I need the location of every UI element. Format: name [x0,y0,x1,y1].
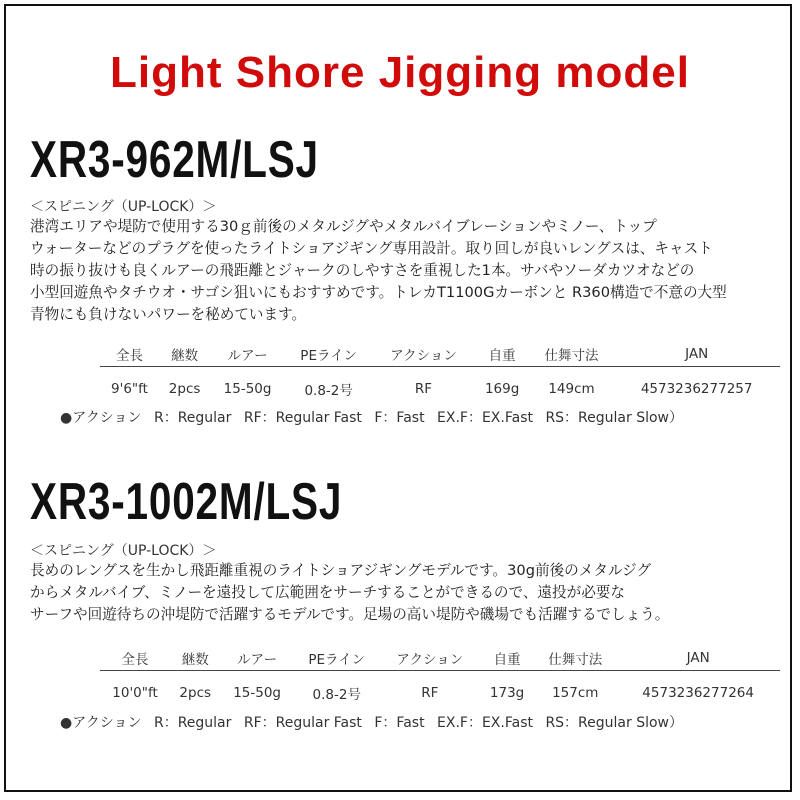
spec-header-lure: ルアー [210,340,285,367]
banner-title: Light Shore Jigging model [110,48,690,97]
spec-header-row [100,340,780,367]
spec-value-closed-length: 157cm [552,685,599,701]
spec-header-row [100,644,780,671]
action-legend-exf: EX.F：EX.Fast [437,410,533,426]
spec-header-pe-line: PEライン [294,644,380,671]
spec-value-pe-line: 0.8-2号 [304,383,353,399]
action-legend-f: F：Fast [374,715,425,731]
action-legend-label: ●アクション [60,715,142,731]
spec-header-action: アクション [380,644,480,671]
spec-value-closed-length: 149cm [548,381,595,397]
spec-table-2 [100,644,780,709]
action-legend-2 [60,712,691,732]
spec-header-weight: 自重 [480,644,534,671]
model-description-1: 港湾エリアや堤防で使用する30ｇ前後のメタルジグやメタルバイブレーションやミノー、トップ ウォーターなどのプラグを使ったライトショアジギング専用設計。取り回しが良いレングスは、キャスト 時の振り抜けも良くルアーの飛距離とジャークのしやすさを重視した1本。サバやソーダカツオなどの 小型回遊魚やタチウオ・サゴシ狙いにもおすすめです。トレカT1100Gカーボンと R360構造で不意の大型 青物にも負けないパワーを秘めています。 [30,218,727,323]
spec-header-weight: 自重 [475,340,530,367]
spec-header-jan: JAN [613,340,780,367]
model-subtitle-2: ＜スピニング（UP-LOCK）＞ [30,543,217,559]
spec-value-row [100,367,780,406]
action-legend-rf: RF：Regular Fast [243,410,362,426]
spec-header-closed-length: 仕舞寸法 [534,644,616,671]
spec-header-pe-line: PEライン [285,340,373,367]
spec-table-1 [100,340,780,405]
spec-header-lure: ルアー [220,644,293,671]
spec-value-lure: 15-50g [233,685,281,701]
spec-value-length: 10'0"ft [112,685,158,701]
spec-value-weight: 173g [489,685,525,701]
spec-header-length: 全長 [100,340,159,367]
spec-header-action: アクション [372,340,474,367]
spec-value-jan: 4573236277257 [640,381,753,397]
action-legend-r: R：Regular [153,410,232,426]
action-legend-exf: EX.F：EX.Fast [437,715,533,731]
spec-header-pieces: 継数 [159,340,210,367]
action-legend-rf: RF：Regular Fast [243,715,362,731]
action-legend-rs: RS：Regular Slow） [545,410,683,426]
spec-value-weight: 169g [484,381,520,397]
model-description-2: 長めのレングスを生かし飛距離重視のライトショアジギングモデルです。30g前後のメタルジグ からメタルバイブ、ミノーを遠投して広範囲をサーチすることができるので、遠投が必要な サーフや回遊待ちの沖堤防で活躍するモデルです。足場の高い堤防や磯場でも活躍するでしょう。 [30,562,670,623]
model-subtitle-1: ＜スピニング（UP-LOCK）＞ [30,199,217,215]
spec-value-action: RF [414,381,433,397]
spec-header-length: 全長 [100,644,170,671]
spec-value-pe-line: 0.8-2号 [312,687,361,703]
model-title-1: XR3-962M/LSJ [30,131,319,189]
spec-value-pieces: 2pcs [168,381,201,397]
spec-value-length: 9'6"ft [111,381,148,397]
action-legend-rs: RS：Regular Slow） [545,715,683,731]
spec-value-action: RF [421,685,439,701]
action-legend-1 [60,407,691,427]
model-title-2: XR3-1002M/LSJ [30,473,343,531]
spec-header-closed-length: 仕舞寸法 [530,340,614,367]
action-legend-f: F：Fast [374,410,425,426]
spec-value-row [100,671,780,710]
action-legend-label: ●アクション [60,410,142,426]
action-legend-r: R：Regular [153,715,232,731]
spec-header-jan: JAN [616,644,780,671]
spec-header-pieces: 継数 [170,644,220,671]
spec-value-lure: 15-50g [223,381,272,397]
spec-value-pieces: 2pcs [179,685,212,701]
spec-value-jan: 4573236277264 [642,685,754,701]
